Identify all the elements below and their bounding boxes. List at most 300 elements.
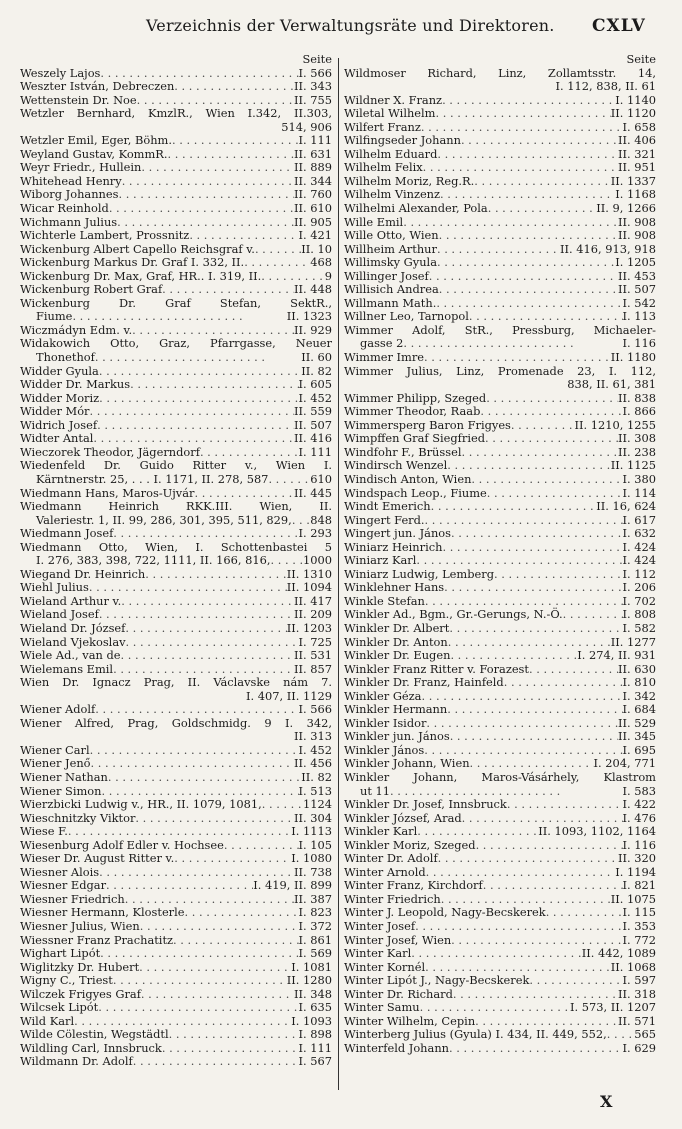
entry-name: Winterfeld Johann [344, 1040, 449, 1055]
page-reference: I. 476 [622, 810, 656, 825]
entry-name: Wildmann Dr. Adolf [20, 1054, 133, 1069]
index-entry [20, 1055, 332, 1069]
entry-name: Winter Dr. Adolf [344, 851, 438, 866]
entry-name: Willisich Andrea [344, 282, 439, 297]
page-reference: I. 1081 [291, 959, 332, 974]
dot-leader [403, 216, 618, 230]
dot-leader [504, 676, 623, 690]
entry-name: Willinger Josef [344, 268, 429, 283]
page-reference: I. 114 [622, 485, 656, 500]
entry-name: Wiener Adolf [20, 702, 96, 717]
index-entry [20, 622, 332, 636]
dot-leader [474, 175, 611, 189]
page-reference: I. 421 [298, 228, 332, 243]
index-entry [344, 175, 656, 189]
entry-name: Wiener Jenő [20, 756, 91, 771]
dot-leader [447, 459, 610, 473]
index-entry [344, 324, 656, 351]
dot-leader [162, 1042, 299, 1056]
page-reference: I. 684 [622, 702, 656, 717]
entry-name: Winklehner Hans [344, 580, 445, 595]
index-entry [20, 663, 332, 677]
index-entry [344, 608, 656, 622]
entry-name: Wieland Josef [20, 607, 99, 622]
entry-name: Wiehl Julius [20, 580, 89, 595]
dot-leader [174, 80, 294, 94]
dot-leader [72, 310, 286, 324]
index-entry [20, 188, 332, 202]
dot-leader [139, 961, 291, 975]
page-reference: II. 1337 [610, 173, 656, 188]
entry-line: Wien Dr. Ignacz Prag, II. Václavske nám 7. [20, 675, 332, 690]
page-reference: II. 1203 [286, 620, 332, 635]
entry-line: Wiedenfeld Dr. Guido Ritter v., Wien I. [20, 458, 332, 473]
entry-line: Wimmer Adolf, StR., Pressburg, Michaeler- [344, 322, 656, 337]
index-entry [20, 378, 332, 392]
page-reference: II. 417 [294, 593, 332, 608]
dot-leader [451, 934, 622, 948]
page-title: Verzeichnis der Verwaltungsräte und Direktoren. [146, 16, 555, 35]
page-reference: II. 60 [301, 350, 332, 365]
page-reference: I. 810 [622, 675, 656, 690]
page-reference: I. 111 [298, 133, 332, 148]
index-entry [20, 636, 332, 650]
entry-name: Winter Wilhelm, Cepin [344, 1013, 476, 1028]
index-entry [20, 1028, 332, 1042]
index-entry [20, 419, 332, 433]
index-entry [20, 703, 332, 717]
dot-leader [125, 893, 294, 907]
dot-leader [162, 283, 294, 297]
index-entry [344, 487, 656, 501]
index-entry [20, 80, 332, 94]
index-entry [344, 351, 656, 365]
entry-continuation-text: Fiume [36, 309, 73, 324]
index-entry [20, 906, 332, 920]
dot-leader [483, 879, 623, 893]
dot-leader [141, 988, 294, 1002]
page-reference: I. 422 [622, 797, 656, 812]
entry-name: Winkler Johann, Wien [344, 756, 470, 771]
entry-name: Wieland Vjekoslav [20, 634, 126, 649]
page-reference: II. 889 [294, 160, 332, 175]
dot-leader [98, 1001, 298, 1015]
page-reference: II. 1277 [610, 634, 656, 649]
entry-name: Winter Dr. Richard [344, 986, 453, 1001]
entry-continuation [344, 337, 656, 351]
entry-continuation: 514, 906 [281, 119, 332, 134]
dot-leader [475, 1015, 618, 1029]
dot-leader [529, 974, 622, 988]
entry-name: Windfohr F., Brüssel [344, 444, 462, 459]
dot-leader [122, 175, 294, 189]
page-reference: II. 82 [301, 363, 332, 378]
index-entry [20, 405, 332, 419]
dot-leader [132, 324, 294, 338]
dot-leader [439, 229, 618, 243]
page-reference: II. 82 [301, 769, 332, 784]
dot-leader [421, 121, 623, 135]
index-entry [344, 514, 656, 528]
dot-leader [476, 839, 623, 853]
index-entry [20, 134, 332, 148]
entry-name: Windisch Anton, Wien [344, 471, 472, 486]
index-entry [344, 717, 656, 731]
entry-name: Winkler Dr. Albert [344, 620, 450, 635]
page-reference: II. 1068 [610, 959, 656, 974]
entry-name: Wimpffen Graf Siegfried [344, 431, 486, 446]
page-reference: I. 702 [622, 593, 656, 608]
dot-leader [109, 202, 294, 216]
entry-name: Wiener Nathan [20, 769, 108, 784]
index-entry [20, 649, 332, 663]
entry-name: Wiele Ad., van de [20, 648, 121, 663]
index-entry [344, 446, 656, 460]
page-reference: II. 406 [618, 133, 656, 148]
page-reference: II. 9, 1266 [596, 201, 656, 216]
entry-name: Wieland Arthur v. [20, 593, 122, 608]
entry-continuation: I. 112, 838, II. 61 [555, 79, 656, 94]
page-reference: II. 838 [618, 390, 656, 405]
index-entry [20, 785, 332, 799]
dot-leader [444, 581, 622, 595]
entry-name: Winkler Dr. Anton [344, 634, 448, 649]
entry-name: Wickenburg Dr. Max, Graf, HR.. I. 319, II. [20, 268, 262, 283]
dot-leader [100, 947, 298, 961]
page-reference: I. 116 [622, 837, 656, 852]
dot-leader [169, 1028, 299, 1042]
entry-name: Wieczorek Theodor, Jägerndorf [20, 444, 200, 459]
dot-leader [450, 649, 577, 663]
entry-name: Winter Josef [344, 919, 416, 933]
entry-name: Willmann Math. [344, 295, 437, 310]
index-entry [344, 121, 656, 135]
entry-name: Wilhelmi Alexander, Pola [344, 201, 488, 216]
dot-leader [462, 812, 623, 826]
dot-leader [437, 148, 618, 162]
entry-name: Winter Lipót J., Nagy-Becskerek [344, 973, 530, 988]
entry-name: Wighart Lipót [20, 946, 101, 961]
index-entry [20, 175, 332, 189]
page-reference: I. 566 [298, 65, 332, 80]
dot-leader [101, 785, 298, 799]
dot-leader [425, 514, 623, 528]
index-entry [344, 310, 656, 324]
page-reference: I. 617 [622, 512, 656, 527]
index-entry [20, 1001, 332, 1015]
dot-leader [451, 527, 623, 541]
page-reference: I. 725 [298, 634, 332, 649]
entry-name: Winter J. Leopold, Nagy-Becskerek [344, 905, 546, 920]
entry-name: Wiese F. [20, 824, 68, 839]
entry-name: Wilhelm Vinzenz [344, 187, 441, 202]
page-reference: II. 344 [294, 173, 332, 188]
entry-name: Wingert Ferd. [344, 512, 425, 527]
index-entry [344, 365, 656, 392]
index-entry [20, 595, 332, 609]
entry-continuation-text: ut 11 [360, 783, 391, 798]
index-entry [20, 67, 332, 81]
index-entry [344, 541, 656, 555]
page-reference: II. 610 [294, 201, 332, 216]
entry-name: Windirsch Wenzel [344, 458, 448, 473]
dot-leader [416, 554, 622, 568]
entry-line: Wiedmann Otto, Wien, I. Schottenbastei 5 [20, 539, 332, 554]
entry-name: Wieser Dr. August Ritter v. [20, 851, 175, 866]
entry-name: Wierzbicki Ludwig v., HR., II. 1079, 1081, [20, 797, 262, 812]
page-reference: 1000 [303, 553, 332, 568]
page-reference: II. 1120 [610, 106, 656, 121]
index-entry [344, 852, 656, 866]
entry-name: Wilhelm Moriz, Reg.R. [344, 173, 475, 188]
index-entry [344, 94, 656, 108]
dot-leader [108, 771, 301, 785]
page-reference: I. 424 [622, 539, 656, 554]
dot-leader [448, 636, 611, 650]
index-entry [344, 202, 656, 216]
dot-leader [224, 839, 299, 853]
dot-leader [255, 243, 301, 257]
entry-name: Wimmersperg Baron Frigyes [344, 417, 511, 432]
page-reference: II. 738 [294, 864, 332, 879]
entry-name: Wiessner Franz Prachatitz [20, 932, 174, 947]
page-reference: I. 380 [622, 471, 656, 486]
dot-leader [99, 608, 294, 622]
page-reference: I. 582 [622, 620, 656, 635]
dot-leader [438, 852, 618, 866]
entry-name: Winter Friedrich [344, 891, 441, 906]
dot-leader [106, 879, 253, 893]
page-reference: I. 823 [298, 905, 332, 920]
index-entry [344, 988, 656, 1002]
signature-mark: X [600, 1092, 613, 1111]
index-entry [344, 1042, 656, 1056]
index-entry [344, 67, 656, 94]
dot-leader [95, 703, 298, 717]
dot-leader [453, 988, 618, 1002]
entry-name: Wild Karl [20, 1013, 75, 1028]
entry-line: Wickenburg Dr. Graf Stefan, SektR., [20, 295, 332, 310]
page-reference: II. 908 [618, 214, 656, 229]
entry-line: Wildmoser Richard, Linz, Zollamtsstr. 14, [344, 65, 656, 80]
dot-leader [507, 798, 623, 812]
dot-leader [100, 67, 298, 81]
index-entry [344, 866, 656, 880]
page-reference: II. 1180 [610, 350, 656, 365]
dot-leader [121, 595, 294, 609]
entry-continuation: I. 407, II. 1129 [246, 688, 332, 703]
entry-continuation: II. 313 [294, 729, 332, 744]
index-entry [344, 920, 656, 934]
index-entry [344, 107, 656, 121]
index-entry [20, 459, 332, 486]
dot-leader [126, 636, 299, 650]
page-reference: I. 658 [622, 119, 656, 134]
index-entry [20, 947, 332, 961]
dot-leader [607, 1028, 634, 1042]
right-column [344, 53, 656, 1055]
dot-leader [174, 852, 291, 866]
index-entry [344, 771, 656, 798]
page-reference: II. 929 [294, 322, 332, 337]
index-entry [20, 934, 332, 948]
dot-leader [426, 866, 616, 880]
dot-leader [262, 798, 303, 812]
dot-leader [113, 527, 298, 541]
entry-name: Wilhelm Eduard [344, 146, 438, 161]
index-entry [344, 812, 656, 826]
index-entry [20, 446, 332, 460]
index-entry [344, 188, 656, 202]
entry-name: Wille Otto, Wien [344, 228, 439, 243]
entry-name: Weyland Gustav, KommR. [20, 146, 168, 161]
dot-leader [487, 487, 623, 501]
entry-name: Wiener Carl [20, 742, 90, 757]
page-reference: II. 1310 [286, 566, 332, 581]
page-number: CXLV [592, 16, 646, 36]
page-reference: I. 513 [298, 783, 332, 798]
entry-name: Wicar Reinhold [20, 201, 109, 216]
index-entry [344, 663, 656, 677]
entry-name: Winkler Karl [344, 824, 418, 839]
index-entry [344, 676, 656, 690]
dot-leader [425, 961, 611, 975]
dot-leader [113, 974, 287, 988]
page-reference: I. 342 [622, 688, 656, 703]
entry-name: Weszter István, Debreczen [20, 79, 175, 94]
dot-leader [511, 419, 575, 433]
entry-name: Willner Leo, Tarnopol [344, 309, 469, 324]
index-entry [20, 825, 332, 839]
page-reference: II. 304 [294, 810, 332, 825]
page-reference: I. 372 [298, 919, 332, 933]
entry-name: Winter Josef, Wien [344, 932, 452, 947]
page-reference: II. 1125 [610, 458, 656, 473]
index-entry [20, 270, 332, 284]
index-entry [344, 757, 656, 771]
entry-name: Winkler Hermann [344, 702, 448, 717]
dot-leader [140, 920, 299, 934]
dot-leader [173, 934, 298, 948]
page-reference: I. 573, II. 1207 [570, 1000, 656, 1015]
dot-leader [172, 134, 299, 148]
index-entry [20, 541, 332, 568]
index-entry [344, 690, 656, 704]
dot-leader [488, 202, 597, 216]
page-reference: II. 571 [618, 1013, 656, 1028]
dot-leader [99, 365, 301, 379]
page-reference: I. 629 [622, 1040, 656, 1055]
entry-name: Wiesner Alois [20, 864, 100, 879]
page-reference: II. 559 [294, 404, 332, 419]
index-entry [20, 337, 332, 364]
page-reference: I. 452 [298, 742, 332, 757]
entry-continuation [20, 351, 332, 365]
dot-leader [99, 392, 298, 406]
page-reference: II. 416 [294, 431, 332, 446]
dot-leader [93, 432, 294, 446]
dot-leader [244, 256, 310, 270]
entry-name: Wiesner Edgar [20, 878, 107, 893]
dot-leader [113, 663, 294, 677]
page-reference: I. 353 [622, 919, 656, 933]
entry-name: Wichterle Lambert, Prossnitz [20, 228, 190, 243]
index-entry [344, 839, 656, 853]
entry-name: Wildling Carl, Innsbruck [20, 1040, 162, 1055]
page-reference: I. 115 [622, 905, 656, 920]
page-reference: I. 452 [298, 390, 332, 405]
dot-leader [546, 906, 623, 920]
index-entry [20, 487, 332, 501]
page-reference: II. 343 [294, 79, 332, 94]
page-reference: I. 1113 [291, 824, 332, 839]
page-reference: II. 1210, 1255 [574, 417, 656, 432]
index-entry [20, 392, 332, 406]
dot-leader [425, 595, 623, 609]
dot-leader [436, 297, 622, 311]
page-reference: II. 760 [294, 187, 332, 202]
dot-leader [90, 405, 295, 419]
page-reference: I. 1168 [615, 187, 656, 202]
page-reference: II. 456 [294, 756, 332, 771]
dot-leader [421, 690, 622, 704]
page-reference: I. 105 [298, 837, 332, 852]
entry-name: Wilcsek Lipót [20, 1000, 99, 1015]
page-reference: II. 1093, 1102, 1164 [538, 824, 656, 839]
entry-name: Wichmann Julius [20, 214, 118, 229]
entry-name: Weszely Lajos [20, 65, 101, 80]
page-reference: I. 274, II. 931 [577, 648, 656, 663]
entry-continuation-text: gasse 2 [360, 336, 404, 351]
index-entry [20, 744, 332, 758]
index-entry [344, 554, 656, 568]
dot-leader [461, 134, 618, 148]
entry-name: Wildner X. Franz [344, 92, 443, 107]
dot-leader [145, 568, 287, 582]
dot-leader [486, 392, 618, 406]
index-entry [344, 216, 656, 230]
index-entry [344, 229, 656, 243]
dot-leader [423, 161, 618, 175]
entry-continuation-text: I. 276, 383, 398, 722, 1111, II. 166, 816, [36, 553, 271, 568]
dot-leader [189, 229, 298, 243]
index-entry [20, 839, 332, 853]
index-entry [20, 243, 332, 257]
entry-name: Wiedmann Hans, Maros-Ujvár [20, 485, 195, 500]
entry-name: Wiborg Johannes [20, 187, 119, 202]
entry-name: Winkler Isidor [344, 715, 427, 730]
index-entry [344, 595, 656, 609]
index-entry [344, 649, 656, 663]
page-reference: I. 1205 [615, 255, 656, 270]
entry-continuation-text: Kärntnerstr. 25, . . . I. 1171, II. 278, 587 [36, 471, 269, 486]
entry-name: Winkler Dr. Franz, Hainfeld [344, 675, 504, 690]
page-reference: I. 605 [298, 377, 332, 392]
dot-leader [424, 744, 622, 758]
entry-name: Winkle Stefan [344, 593, 425, 608]
dot-leader [390, 785, 622, 799]
entry-name: Winkler Géza [344, 688, 422, 703]
page-reference: I. 1080 [291, 851, 332, 866]
dot-leader [439, 283, 618, 297]
entry-name: Wimmer Imre [344, 350, 425, 365]
entry-name: Wiedmann Josef [20, 526, 114, 541]
index-entry [344, 581, 656, 595]
index-entry [20, 148, 332, 162]
entry-continuation: 838, II. 61, 381 [567, 377, 656, 392]
entry-name: Wickenburg Markus Dr. Graf I. 332, II. [20, 255, 245, 270]
dot-leader [485, 432, 618, 446]
